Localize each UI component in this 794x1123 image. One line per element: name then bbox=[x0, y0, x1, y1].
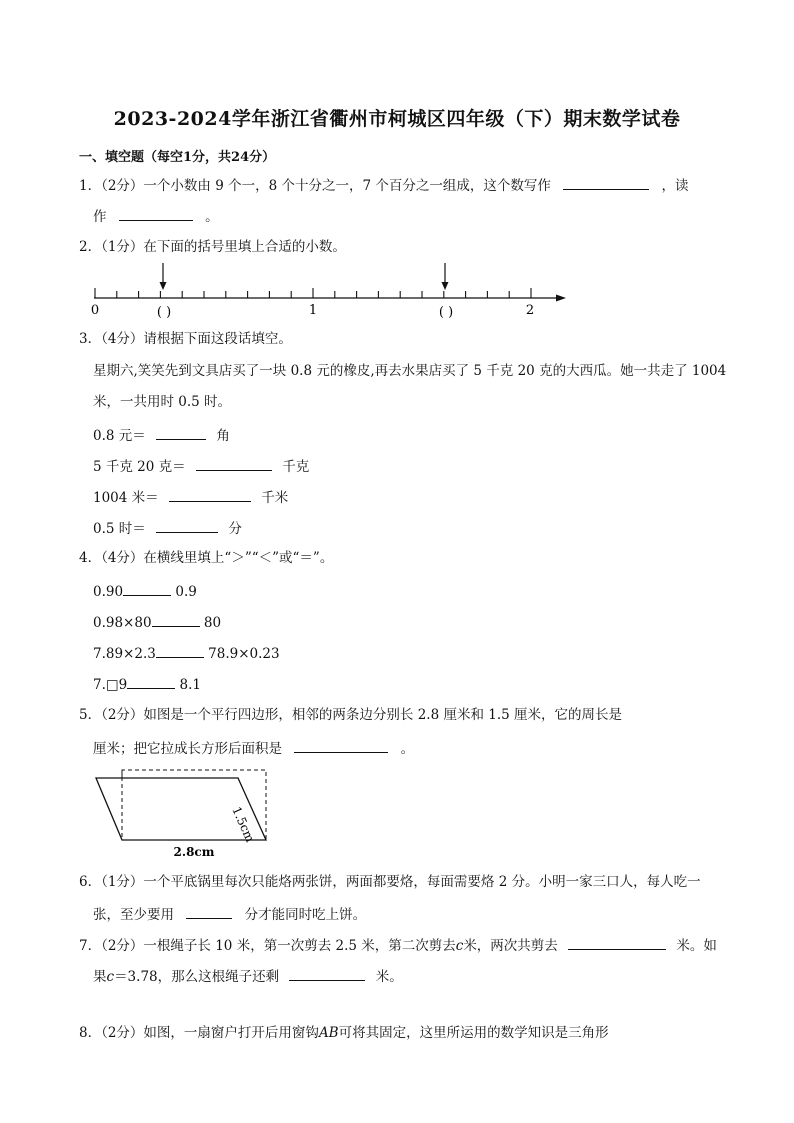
down-arrow-icon bbox=[160, 282, 167, 290]
answer-blank[interactable] bbox=[568, 935, 666, 950]
q3-item-2: 5 千克 20 克＝ 千克 bbox=[93, 456, 309, 476]
question-5: 5．（2分）如图是一个平行四边形，相邻的两条边分别长 2.8 厘米和 1.5 厘米，它的周长是 bbox=[79, 707, 623, 723]
answer-blank[interactable] bbox=[186, 904, 232, 919]
answer-blank[interactable] bbox=[289, 966, 365, 981]
axis-arrow-icon bbox=[556, 295, 566, 302]
question-6: 6．（1分）一个平底锅里每次只能烙两张饼，两面都要烙，每面需要烙 2 分。小明一家三口人，每人吃一 bbox=[79, 874, 701, 890]
answer-blank[interactable] bbox=[196, 456, 272, 471]
answer-blank[interactable] bbox=[156, 518, 218, 533]
q3-item-4: 0.5 时＝ 分 bbox=[93, 518, 242, 538]
q4-item-2: 0.98×80 80 bbox=[93, 612, 221, 632]
answer-blank[interactable] bbox=[127, 674, 175, 689]
answer-blank[interactable] bbox=[156, 425, 206, 440]
question-1-cont bbox=[93, 206, 219, 226]
answer-blank[interactable] bbox=[169, 487, 251, 502]
number-line-ticks bbox=[95, 288, 531, 298]
question-8: 8．（2分）如图，一扇窗户打开后用窗钩AB可将其固定，这里所运用的数学知识是三角形 bbox=[79, 1025, 609, 1041]
number-line-figure bbox=[88, 260, 578, 322]
q1-text: 1．（2分）一个小数由 9 个一，8 个十分之一，7 个百分之一组成，这个数写作 bbox=[79, 178, 551, 194]
answer-blank[interactable] bbox=[294, 738, 388, 753]
label-two: 2 bbox=[525, 303, 535, 318]
q3-item-1: 0.8 元＝ 角 bbox=[93, 425, 230, 445]
answer-paren-1[interactable]: ( ) bbox=[156, 305, 172, 320]
answer-paren-2[interactable]: ( ) bbox=[438, 305, 454, 320]
q1-text-cont: 作 bbox=[93, 209, 107, 225]
question-7-cont: 果c＝3.78，那么这根绳子还剩 米。 bbox=[93, 966, 403, 986]
answer-blank[interactable] bbox=[156, 643, 204, 658]
answer-blank[interactable] bbox=[123, 581, 171, 596]
answer-blank[interactable] bbox=[152, 612, 200, 627]
variable-c: c bbox=[106, 969, 115, 985]
variable-c: c bbox=[455, 938, 464, 954]
label-one: 1 bbox=[308, 303, 318, 318]
question-5-cont: 厘米；把它拉成长方形后面积是 。 bbox=[93, 738, 414, 758]
answer-blank[interactable] bbox=[563, 175, 649, 190]
variable-ab: AB bbox=[318, 1025, 339, 1041]
page-title: 2023-2024学年浙江省衢州市柯城区四年级（下）期末数学试卷 bbox=[113, 108, 681, 130]
section-heading: 一、填空题（每空1分，共24分） bbox=[79, 150, 276, 165]
answer-blank[interactable] bbox=[119, 206, 193, 221]
q4-item-4: 7.□9 8.1 bbox=[93, 674, 201, 694]
q4-item-1: 0.90 0.9 bbox=[93, 581, 197, 601]
q4-item-3: 7.89×2.3 78.9×0.23 bbox=[93, 643, 280, 663]
down-arrow-icon bbox=[442, 282, 449, 290]
parallelogram-figure bbox=[92, 764, 274, 864]
q1-text-tail: ，读 bbox=[661, 178, 689, 194]
question-2: 2．（1分）在下面的括号里填上合适的小数。 bbox=[79, 239, 346, 255]
base-label: 2.8cm bbox=[173, 845, 215, 859]
q3-story-cont: 米，一共用时 0.5 时。 bbox=[93, 394, 232, 410]
question-4: 4．（4分）在横线里填上“＞”“＜”或“＝”。 bbox=[79, 550, 334, 566]
question-3: 3．（4分）请根据下面这段话填空。 bbox=[79, 331, 292, 347]
q3-story: 星期六,笑笑先到文具店买了一块 0.8 元的橡皮,再去水果店买了 5 千克 20 克的大西瓜。她一共走了 1004 bbox=[93, 363, 727, 379]
side-label: 1.5cm bbox=[229, 804, 258, 845]
q3-item-3: 1004 米＝ 千米 bbox=[93, 487, 288, 507]
q1-period: 。 bbox=[205, 209, 219, 225]
question-6-cont: 张，至少要用 分才能同时吃上饼。 bbox=[93, 904, 366, 924]
question-7: 7．（2分）一根绳子长 10 米，第一次剪去 2.5 米，第二次剪去c米，两次共剪去 米。如 bbox=[79, 935, 717, 955]
label-zero: 0 bbox=[90, 303, 100, 318]
question-1 bbox=[79, 175, 688, 195]
